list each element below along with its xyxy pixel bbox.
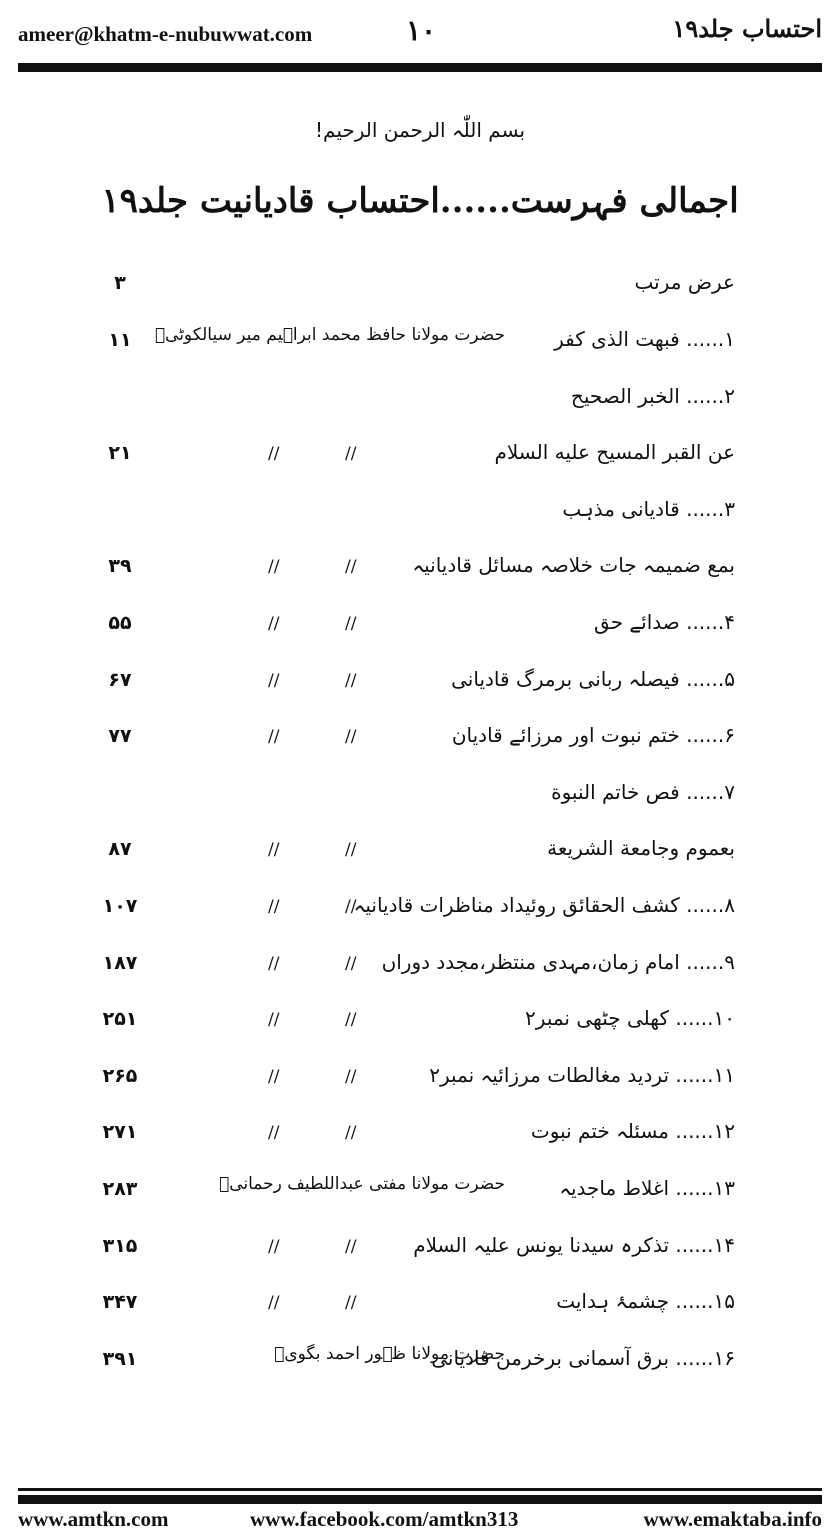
toc-entry-title: عن القبر المسیح علیه السلام bbox=[494, 440, 735, 465]
ditto-mark: // bbox=[268, 613, 280, 634]
ditto-mark: // bbox=[268, 1236, 280, 1257]
footer-rule-thick bbox=[18, 1495, 822, 1504]
ditto-mark: // bbox=[268, 1066, 280, 1087]
toc-row bbox=[0, 1281, 840, 1338]
ditto-mark: // bbox=[345, 896, 357, 917]
ditto-mark: // bbox=[345, 953, 357, 974]
toc-entry-page: ۱۰۷ bbox=[102, 894, 138, 917]
toc-entry-title: ۴...... صدائے حق bbox=[594, 609, 735, 634]
toc-row bbox=[0, 1055, 840, 1112]
ditto-mark: // bbox=[345, 613, 357, 634]
toc-row bbox=[0, 715, 840, 772]
ditto-mark: // bbox=[268, 1293, 280, 1314]
bismillah: بسم اللّٰہ الرحمن الرحیم! bbox=[314, 118, 526, 142]
toc-entry-page: ۲۸۳ bbox=[102, 1177, 138, 1200]
page-number: ۱۰ bbox=[406, 14, 437, 47]
page-title: اجمالی فہرست......احتساب قادیانیت جلد۱۹ bbox=[101, 181, 739, 221]
ditto-mark: // bbox=[268, 444, 280, 465]
toc-entry-title: ۹...... امام زمان،مہدی منتظر،مجدد دوراں bbox=[381, 949, 735, 974]
toc-entry-page: ۳۴۷ bbox=[102, 1291, 138, 1314]
toc-entry-page: ۶۷ bbox=[108, 668, 132, 691]
ditto-mark: // bbox=[345, 444, 357, 465]
toc-row bbox=[0, 1225, 840, 1282]
toc-entry-title: ۱...... فبهت الذی کفر bbox=[554, 327, 735, 351]
toc-row bbox=[0, 602, 840, 659]
footer-link-emaktaba[interactable]: www.emaktaba.info bbox=[643, 1507, 822, 1531]
toc-row bbox=[0, 319, 840, 376]
toc-entry-title: بمع ضمیمہ جات خلاصہ مسائل قادیانیہ bbox=[412, 553, 735, 578]
toc-entry-page: ۸۷ bbox=[108, 838, 132, 861]
ditto-mark: // bbox=[268, 953, 280, 974]
ditto-mark: // bbox=[345, 1066, 357, 1087]
toc-row bbox=[0, 376, 840, 433]
toc-entry-title: ۱۲...... مسئلہ ختم نبوت bbox=[530, 1119, 735, 1144]
toc-entry-page: ۱۱ bbox=[108, 329, 132, 351]
toc-row bbox=[0, 262, 840, 319]
toc-entry-author: حضرت مولانا ظہور احمد بگویؒ bbox=[274, 1343, 505, 1364]
toc-entry-page: ۲۶۵ bbox=[102, 1064, 138, 1087]
toc-row bbox=[0, 659, 840, 716]
ditto-mark: // bbox=[268, 896, 280, 917]
toc-entry-title: ۱۴...... تذکرہ سیدنا یونس علیہ السلام bbox=[413, 1232, 735, 1257]
toc-entry-page: ۵۵ bbox=[108, 611, 132, 634]
toc-row bbox=[0, 1338, 840, 1395]
ditto-mark: // bbox=[345, 727, 357, 748]
toc-entry-title: ۶...... ختم نبوت اور مرزائے قادیان bbox=[451, 723, 735, 748]
ditto-mark: // bbox=[345, 557, 357, 578]
page-footer bbox=[18, 1505, 822, 1540]
toc-entry-title: ۲...... الخبر الصحیح bbox=[570, 383, 735, 408]
toc-row bbox=[0, 942, 840, 999]
toc-row bbox=[0, 489, 840, 546]
footer-rule-thin bbox=[18, 1488, 822, 1491]
toc-row bbox=[0, 772, 840, 829]
ditto-mark: // bbox=[268, 557, 280, 578]
ditto-mark: // bbox=[268, 670, 280, 691]
toc-entry-page: ۷۷ bbox=[108, 725, 132, 748]
toc-entry-page: ۲۵۱ bbox=[102, 1008, 138, 1031]
toc-row bbox=[0, 1168, 840, 1225]
ditto-mark: // bbox=[345, 840, 357, 861]
toc-row bbox=[0, 545, 840, 602]
toc-entry-page: ۳۹ bbox=[108, 555, 132, 578]
ditto-mark: // bbox=[345, 1123, 357, 1144]
ditto-mark: // bbox=[268, 840, 280, 861]
toc-entry-title: ۸...... کشف الحقائق روئیداد مناظرات قادیانیہ bbox=[353, 892, 735, 917]
volume-title: احتساب جلد۱۹ bbox=[672, 14, 822, 43]
toc-entry-page: ۳۹۱ bbox=[102, 1347, 138, 1370]
toc-row bbox=[0, 432, 840, 489]
table-of-contents bbox=[0, 262, 840, 1394]
ditto-mark: // bbox=[268, 1123, 280, 1144]
footer-link-facebook[interactable]: www.facebook.com/amtkn313 bbox=[250, 1507, 519, 1531]
toc-row bbox=[0, 1111, 840, 1168]
ditto-mark: // bbox=[345, 1010, 357, 1031]
toc-entry-page: ۲۷۱ bbox=[102, 1121, 138, 1144]
toc-row bbox=[0, 828, 840, 885]
toc-entry-author: حضرت مولانا مفتی عبداللطیف رحمانیؒ bbox=[219, 1173, 505, 1194]
toc-entry-page: ۱۸۷ bbox=[102, 951, 138, 974]
toc-entry-page: ۳ bbox=[114, 272, 126, 294]
ditto-mark: // bbox=[268, 1010, 280, 1031]
toc-entry-title: ۱۱...... تردید مغالطات مرزائیہ نمبر۲ bbox=[429, 1062, 735, 1087]
toc-entry-title: ۵...... فیصلہ ربانی برمرگ قادیانی bbox=[451, 666, 735, 691]
toc-row bbox=[0, 885, 840, 942]
toc-entry-title: ۷...... فص خاتم النبوة bbox=[551, 779, 735, 804]
toc-entry-title: ۱۵...... چشمۂ ہدایت bbox=[556, 1289, 735, 1314]
toc-entry-title: ۱۶...... برق آسمانی برخرمن قادیانی bbox=[431, 1345, 735, 1370]
toc-entry-title: ۱۰...... کھلی چٹھی نمبر۲ bbox=[525, 1006, 735, 1031]
ditto-mark: // bbox=[345, 1293, 357, 1314]
toc-entry-author: حضرت مولانا حافظ محمد ابراہیم میر سیالکوٹیؒ bbox=[154, 325, 505, 345]
header-rule bbox=[18, 63, 822, 72]
toc-entry-page: ۳۱۵ bbox=[102, 1234, 138, 1257]
ditto-mark: // bbox=[345, 1236, 357, 1257]
page-header bbox=[18, 0, 822, 52]
toc-entry-title: بعموم وجامعة الشریعة bbox=[547, 836, 735, 861]
toc-entry-title: ۳...... قادیانی مذہب bbox=[562, 496, 735, 521]
footer-link-amtkn[interactable]: www.amtkn.com bbox=[18, 1507, 169, 1531]
toc-row bbox=[0, 998, 840, 1055]
ditto-mark: // bbox=[268, 727, 280, 748]
ditto-mark: // bbox=[345, 670, 357, 691]
toc-entry-page: ۲۱ bbox=[108, 442, 132, 465]
toc-entry-title: عرض مرتب bbox=[634, 270, 735, 294]
header-email: ameer@khatm-e-nubuwwat.com bbox=[18, 22, 313, 46]
toc-entry-title: ۱۳...... اغلاط ماجدیہ bbox=[559, 1175, 735, 1200]
